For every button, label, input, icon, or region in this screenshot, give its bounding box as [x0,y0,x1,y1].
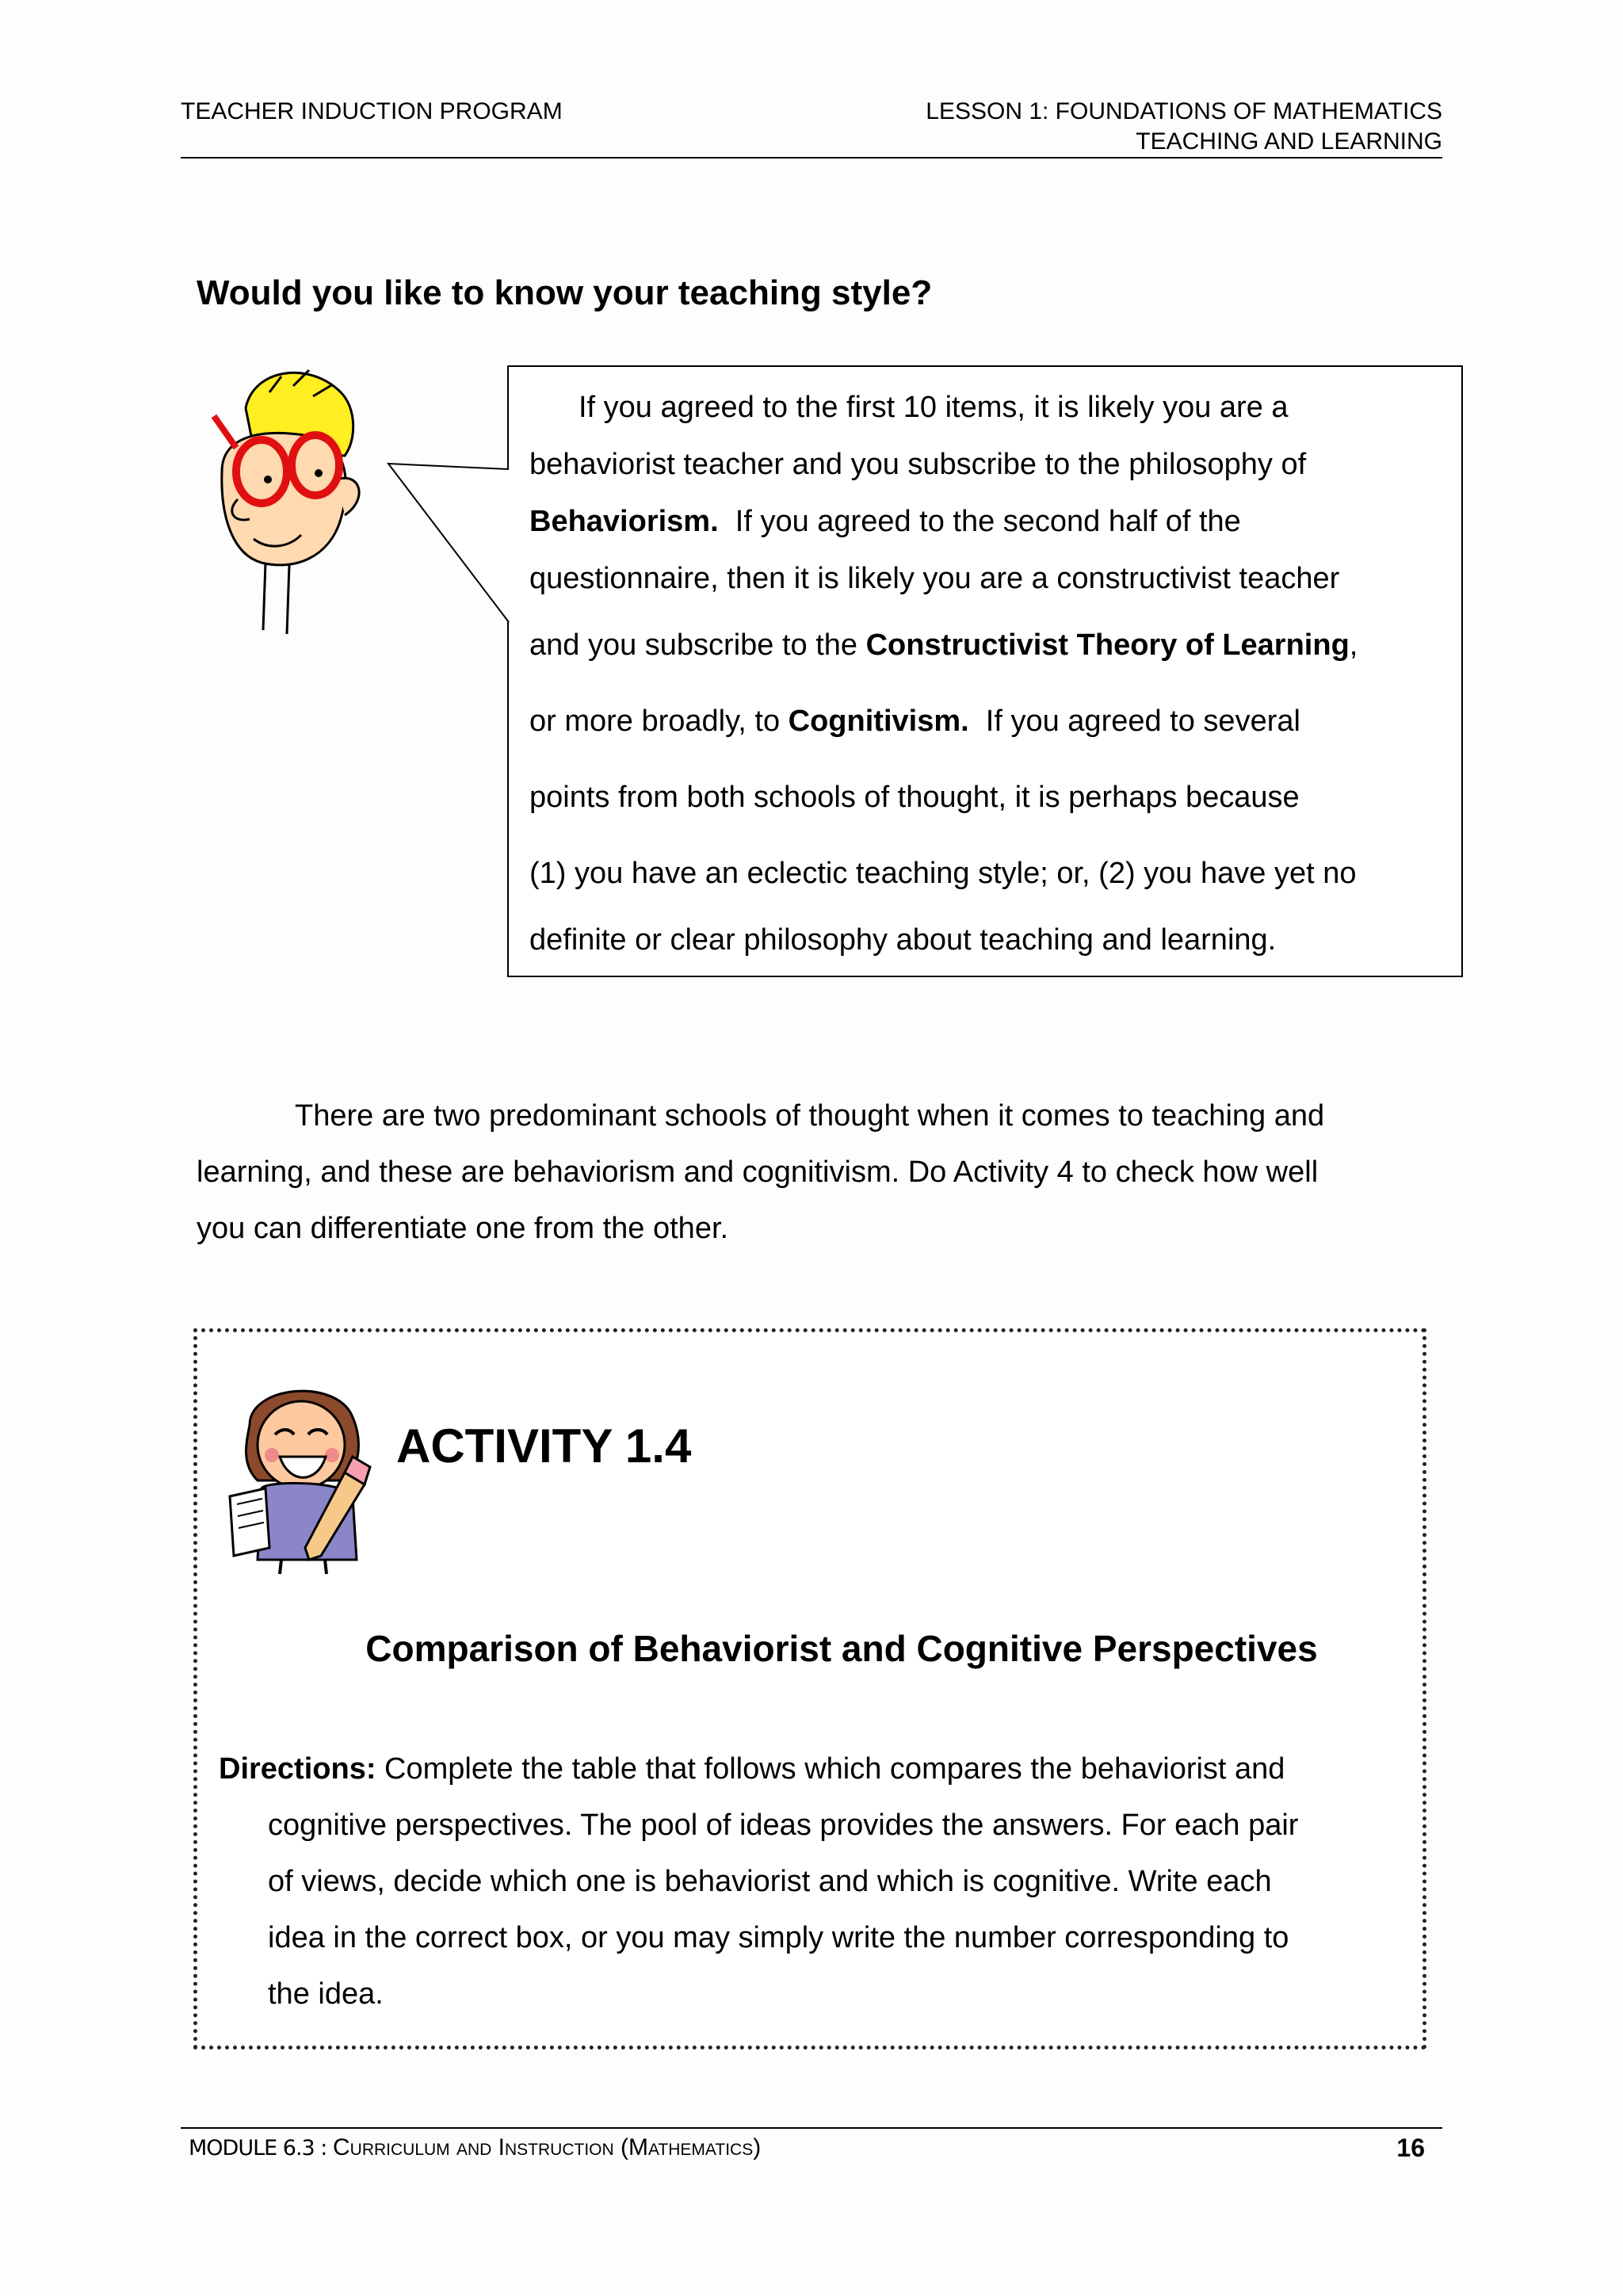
directions-line-1: Directions: Complete the table that follows which compares the behaviorist and [219,1752,1285,1786]
directions-line-3: of views, decide which one is behaviorist and which is cognitive. Write each [268,1865,1272,1898]
speech-bubble-pointer [380,444,515,626]
paragraph-line-2: learning, and these are behaviorism and cognitivism. Do Activity 4 to check how well [197,1156,1319,1189]
behaviorism-term: Behaviorism. [529,505,719,538]
activity-subtitle: Comparison of Behaviorist and Cognitive Perspectives [365,1628,1318,1669]
bubble-line-2: behaviorist teacher and you subscribe to the philosophy of [529,448,1307,481]
bubble-line-7: points from both schools of thought, it is perhaps because [529,781,1300,814]
bubble-line-4: questionnaire, then it is likely you are a constructivist teacher [529,562,1340,595]
section-title: Would you like to know your teaching style? [197,273,933,312]
paragraph-line-3: you can differentiate one from the other. [197,1212,729,1245]
bubble-line-6: or more broadly, to Cognitivism. If you agreed to several [529,705,1300,738]
cartoon-woman-with-pencil-icon [226,1377,384,1576]
footer-module-number: MODULE 6.3 : [189,2136,333,2160]
activity-directions [219,1741,1423,2023]
constructivist-theory-term: Constructivist Theory of Learning [865,628,1350,662]
directions-line-4: idea in the correct box, or you may simply write the number corresponding to [268,1921,1289,1954]
teaching-style-speech-bubble [507,365,1463,977]
schools-of-thought-paragraph [197,1088,1433,1257]
directions-line-5: the idea. [268,1977,384,2011]
bubble-line-1: If you agreed to the first 10 items, it is likely you are a [579,391,1289,424]
header-lesson-title [926,97,1442,157]
activity-title: ACTIVITY 1.4 [396,1419,692,1473]
bubble-line-5: and you subscribe to the Constructivist Theory of Learning, [529,628,1358,662]
header-divider [181,157,1442,159]
paragraph-line-1: There are two predominant schools of thought when it comes to teaching and [295,1099,1325,1133]
cartoon-man-with-glasses-icon [190,361,388,646]
cognitivism-term: Cognitivism. [788,705,969,738]
footer-course-title: Curriculum and Instruction (Mathematics) [333,2134,762,2160]
header-lesson-line2: TEACHING AND LEARNING [1136,128,1442,155]
footer-divider [181,2127,1442,2129]
bubble-line-3: Behaviorism. If you agreed to the second half of the [529,505,1241,538]
directions-label: Directions: [219,1752,376,1786]
footer-module-title [189,2132,761,2164]
page-number: 16 [1396,2134,1425,2162]
bubble-line-8: (1) you have an eclectic teaching style; or, (2) you have yet no [529,857,1357,890]
directions-line-2: cognitive perspectives. The pool of ideas provides the answers. For each pair [268,1809,1299,1842]
bubble-line-9: definite or clear philosophy about teaching and learning. [529,923,1277,957]
header-lesson-line1: LESSON 1: FOUNDATIONS OF MATHEMATICS [926,98,1442,124]
header-program-title: TEACHER INDUCTION PROGRAM [181,98,563,124]
